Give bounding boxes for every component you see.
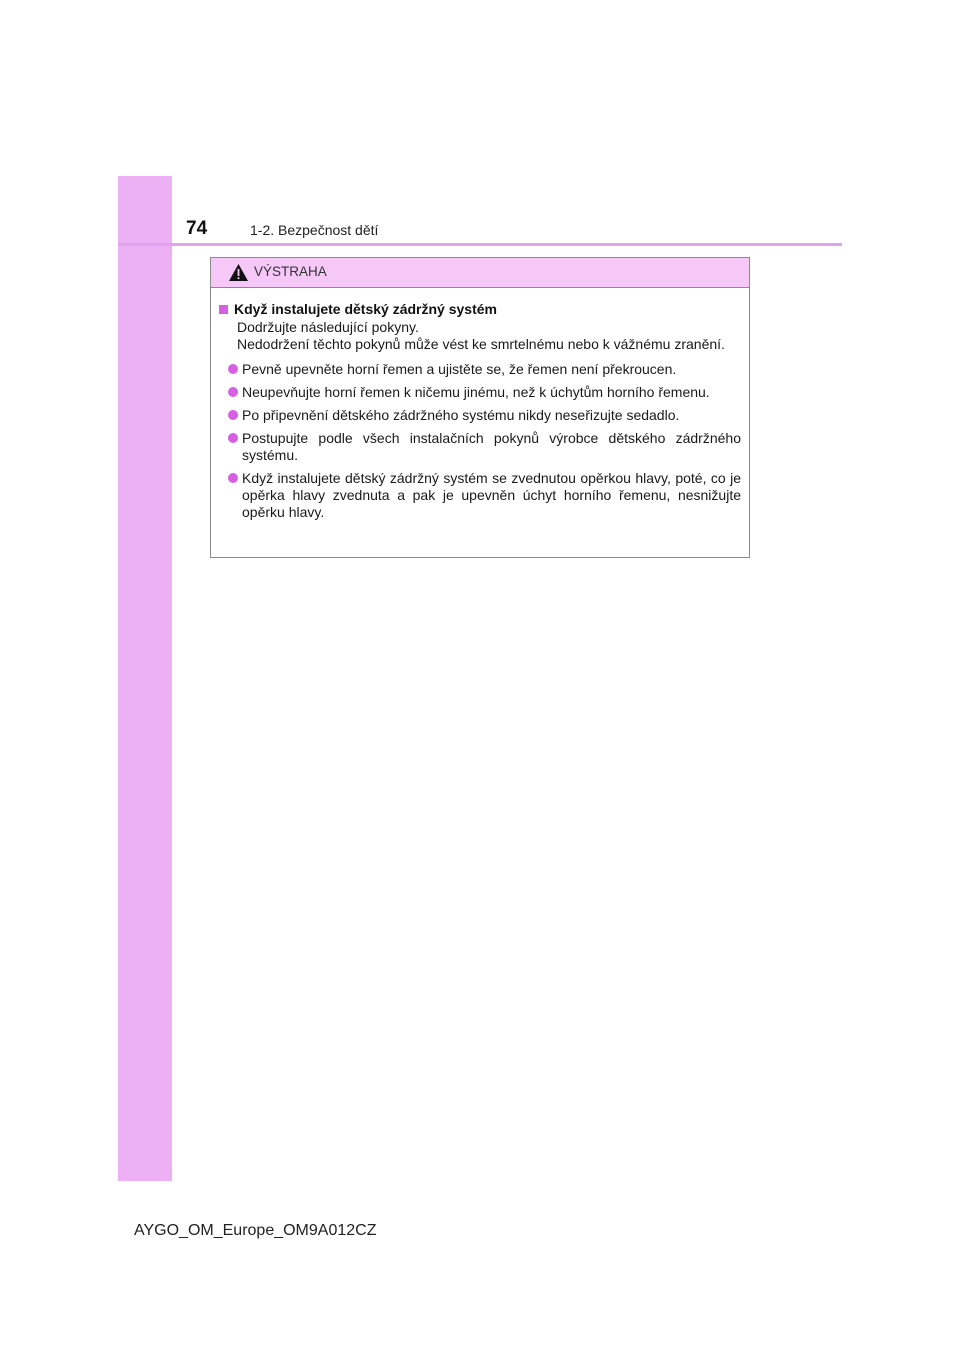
round-bullet-icon [228, 410, 238, 420]
square-bullet-icon [219, 305, 228, 314]
list-item [219, 430, 741, 464]
warning-title: VÝSTRAHA [254, 264, 327, 279]
list-item-text: Po připevnění dětského zádržného systému nikdy neseřizujte sedadlo. [242, 407, 680, 423]
list-item-text: Když instalujete dětský zádržný systém se zvednutou opěrkou hlavy, poté, co je opěrka hlavy zvednuta a pak je upevněn úchyt horního řemenu, nesnižujte opěrku hlavy. [242, 470, 741, 520]
warning-box [210, 257, 750, 558]
page-number: 74 [186, 218, 208, 239]
list-item [219, 384, 741, 401]
list-item-text: Postupujte podle všech instalačních pokynů výrobce dětského zádržného systému. [242, 430, 741, 463]
list-item [219, 361, 741, 378]
section-title: 1-2. Bezpečnost dětí [250, 222, 379, 238]
document-code: AYGO_OM_Europe_OM9A012CZ [134, 1222, 377, 1239]
warning-header [211, 258, 749, 288]
warning-triangle-icon [228, 263, 249, 282]
warning-bullet-list [219, 361, 741, 521]
list-item-text: Neupevňujte horní řemen k ničemu jinému, než k úchytům horního řemenu. [242, 384, 710, 400]
warning-body [211, 288, 749, 521]
list-item-text: Pevně upevněte horní řemen a ujistěte se, že řemen není překroucen. [242, 361, 677, 377]
intro-line-1: Dodržujte následující pokyny. [237, 319, 419, 335]
header-divider [118, 243, 842, 246]
warning-subheading [219, 301, 741, 317]
round-bullet-icon [228, 433, 238, 443]
list-item [219, 407, 741, 424]
round-bullet-icon [228, 473, 238, 483]
chapter-side-tab [118, 176, 172, 1181]
intro-line-2: Nedodržení těchto pokynů může vést ke smrtelnému nebo k vážnému zranění. [237, 336, 725, 352]
warning-subheading-text: Když instalujete dětský zádržný systém [234, 301, 497, 317]
list-item [219, 470, 741, 521]
round-bullet-icon [228, 387, 238, 397]
round-bullet-icon [228, 364, 238, 374]
